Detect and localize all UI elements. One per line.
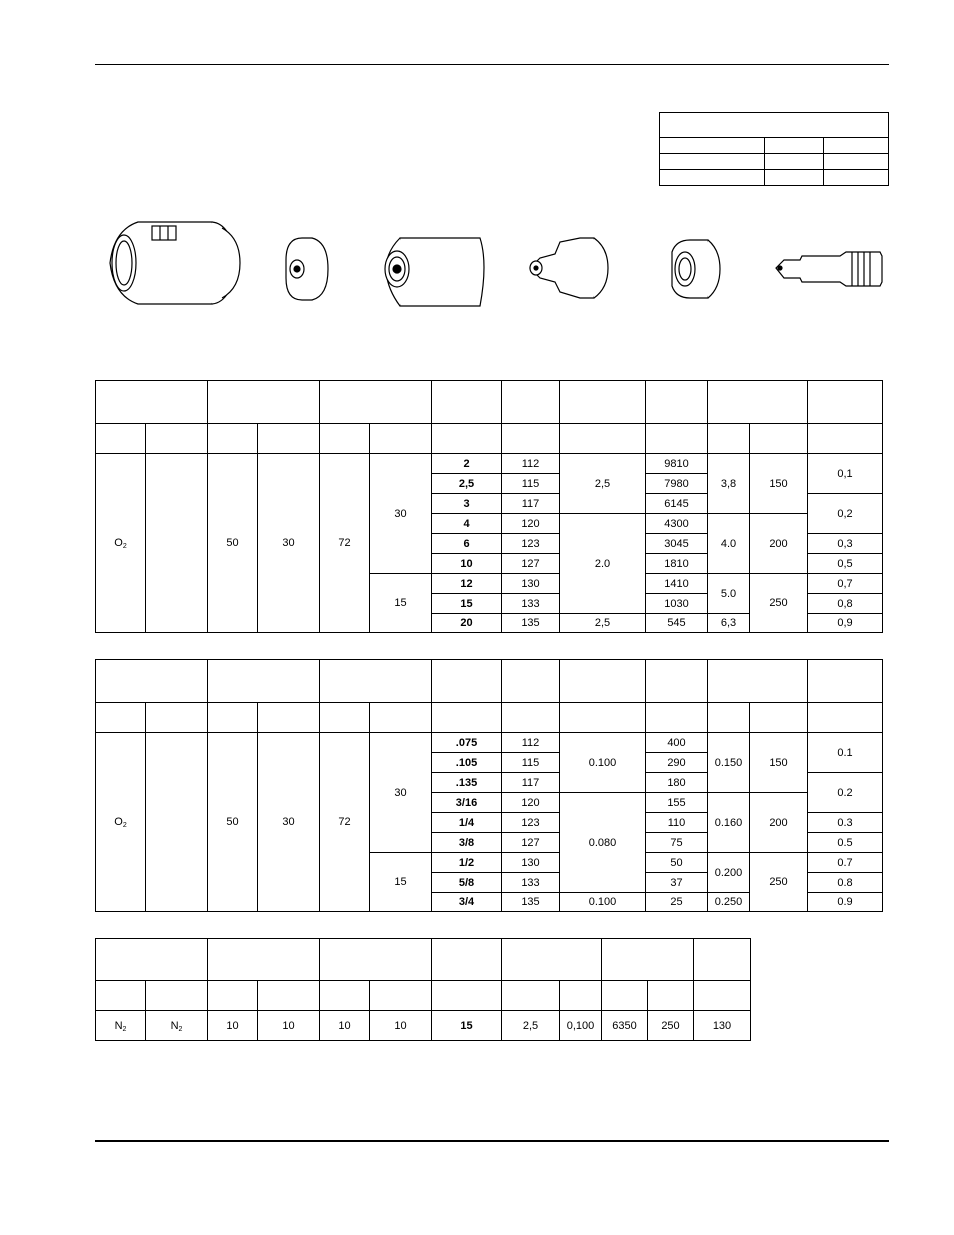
- speed-cell: 6145: [646, 494, 708, 514]
- delay-cell: 0.3: [808, 813, 883, 833]
- pierce-percent-cell: 250: [750, 574, 808, 633]
- distance-in-cell: 0,100: [560, 1011, 602, 1041]
- current-cell: 30: [370, 454, 432, 574]
- speed-cell: 290: [646, 753, 708, 773]
- plasma-gas-cell: O2: [96, 454, 146, 633]
- thickness-cell: 3/8: [432, 833, 502, 853]
- preflow-cell: 50: [208, 733, 258, 912]
- preflow-cell: 50: [208, 454, 258, 633]
- swirl-ring-part-icon: [672, 240, 720, 298]
- voltage-cell: 123: [502, 813, 560, 833]
- thickness-cell: 1/4: [432, 813, 502, 833]
- voltage-cell: 115: [502, 753, 560, 773]
- cut-chart-metric-table: [95, 380, 883, 633]
- plasma-gas-cell: O2: [96, 733, 146, 912]
- delay-cell: 0,7: [808, 574, 883, 594]
- speed-cell: 1030: [646, 594, 708, 614]
- consumable-parts: [100, 208, 900, 318]
- speed-cell: 155: [646, 793, 708, 813]
- thickness-cell: 2,5: [432, 474, 502, 494]
- voltage-cell: 115: [502, 474, 560, 494]
- speed-cell: 3045: [646, 534, 708, 554]
- voltage-cell: 120: [502, 793, 560, 813]
- shield-gas-cell: N2: [146, 1011, 208, 1041]
- thickness-cell: 1/2: [432, 853, 502, 873]
- distance-cell: 0.100: [560, 733, 646, 793]
- speed-cell: 180: [646, 773, 708, 793]
- thickness-cell: 12: [432, 574, 502, 594]
- distance-cell: 0.100: [560, 893, 646, 912]
- speed-cell: 75: [646, 833, 708, 853]
- voltage-cell: 112: [502, 733, 560, 753]
- reference-table: [659, 112, 889, 186]
- voltage-cell: 117: [502, 494, 560, 514]
- thickness-cell: 2: [432, 454, 502, 474]
- thickness-cell: 3/4: [432, 893, 502, 912]
- voltage-cell: 130: [502, 574, 560, 594]
- speed-mm-cell: 6350: [602, 1011, 648, 1041]
- delay-cell: 0,5: [808, 554, 883, 574]
- speed-cell: 25: [646, 893, 708, 912]
- pierce-height-cell: 0.160: [708, 793, 750, 853]
- cut-chart-english-table: [95, 659, 883, 912]
- delay-cell: 0.7: [808, 853, 883, 873]
- cutflow-cell: 10: [320, 1011, 370, 1041]
- delay-cell: 0.8: [808, 873, 883, 893]
- pressure-cell: 72: [320, 733, 370, 912]
- plasma-gas-cell: N2: [96, 1011, 146, 1041]
- distance-cell: 2,5: [560, 454, 646, 514]
- thickness-cell: 15: [432, 594, 502, 614]
- pierce-percent-cell: 200: [750, 793, 808, 853]
- marking-table: [95, 938, 751, 1041]
- cutflow-cell: 30: [258, 733, 320, 912]
- pierce-height-cell: 0.200: [708, 853, 750, 893]
- voltage-cell: 123: [502, 534, 560, 554]
- speed-cell: 545: [646, 614, 708, 633]
- pressure-cell: 72: [320, 454, 370, 633]
- thickness-cell: 20: [432, 614, 502, 633]
- retaining-cap-part-icon: [385, 238, 484, 306]
- pierce-percent-cell: 150: [750, 733, 808, 793]
- current-cell: 15: [432, 1011, 502, 1041]
- pierce-percent-cell: 250: [750, 853, 808, 912]
- voltage-cell: 120: [502, 514, 560, 534]
- thickness-cell: .135: [432, 773, 502, 793]
- speed-cell: 1410: [646, 574, 708, 594]
- thickness-cell: 4: [432, 514, 502, 534]
- speed-cell: 4300: [646, 514, 708, 534]
- voltage-cell: 117: [502, 773, 560, 793]
- thickness-cell: 3/16: [432, 793, 502, 813]
- voltage-cell: 112: [502, 454, 560, 474]
- delay-cell: 0.1: [808, 733, 883, 773]
- pierce-height-cell: 0.150: [708, 733, 750, 793]
- distance-cell: 2.0: [560, 514, 646, 614]
- cutflow-cell: 30: [258, 454, 320, 633]
- voltage-cell: 135: [502, 893, 560, 912]
- current-cell: 30: [370, 733, 432, 853]
- delay-cell: 0,3: [808, 534, 883, 554]
- delay-cell: 0.2: [808, 773, 883, 813]
- speed-in-cell: 250: [648, 1011, 694, 1041]
- delay-cell: 0,8: [808, 594, 883, 614]
- preflow-cell: 10: [258, 1011, 320, 1041]
- thickness-cell: .075: [432, 733, 502, 753]
- delay-cell: 0,2: [808, 494, 883, 534]
- speed-cell: 1810: [646, 554, 708, 574]
- pierce-percent-cell: 150: [750, 454, 808, 514]
- nozzle-part-icon: [530, 238, 608, 298]
- pierce-height-cell: 5.0: [708, 574, 750, 614]
- electrode-part-icon: [776, 252, 882, 286]
- pierce-height-cell: 3,8: [708, 454, 750, 514]
- delay-cell: 0.5: [808, 833, 883, 853]
- delay-cell: 0,9: [808, 614, 883, 633]
- voltage-cell: 127: [502, 554, 560, 574]
- current-cell: 15: [370, 853, 432, 912]
- speed-cell: 37: [646, 873, 708, 893]
- thickness-cell: 6: [432, 534, 502, 554]
- thickness-cell: .105: [432, 753, 502, 773]
- speed-cell: 110: [646, 813, 708, 833]
- speed-cell: 9810: [646, 454, 708, 474]
- pierce-height-cell: 4.0: [708, 514, 750, 574]
- shield-part-icon: [110, 222, 240, 304]
- delay-cell: 0,1: [808, 454, 883, 494]
- voltage-cell: 130: [502, 853, 560, 873]
- thickness-cell: 5/8: [432, 873, 502, 893]
- delay-cell: 0.9: [808, 893, 883, 912]
- shield-gas-cell: [146, 454, 208, 633]
- thickness-cell: 10: [432, 554, 502, 574]
- shield-cap-part-icon: [286, 238, 328, 300]
- preflow-cell: 10: [208, 1011, 258, 1041]
- voltage-cell: 133: [502, 873, 560, 893]
- voltage-cell: 135: [502, 614, 560, 633]
- shield-gas-cell: [146, 733, 208, 912]
- speed-cell: 400: [646, 733, 708, 753]
- pierce-height-cell: 0.250: [708, 893, 750, 912]
- thickness-cell: 3: [432, 494, 502, 514]
- current-cell: 15: [370, 574, 432, 633]
- footer-rule: [95, 1140, 889, 1142]
- speed-cell: 7980: [646, 474, 708, 494]
- distance-mm-cell: 2,5: [502, 1011, 560, 1041]
- voltage-cell: 127: [502, 833, 560, 853]
- speed-cell: 50: [646, 853, 708, 873]
- header-rule: [95, 64, 889, 65]
- pierce-height-cell: 6,3: [708, 614, 750, 633]
- distance-cell: 0.080: [560, 793, 646, 893]
- voltage-cell: 130: [694, 1011, 751, 1041]
- voltage-cell: 133: [502, 594, 560, 614]
- cutflow-cell: 10: [370, 1011, 432, 1041]
- distance-cell: 2,5: [560, 614, 646, 633]
- pierce-percent-cell: 200: [750, 514, 808, 574]
